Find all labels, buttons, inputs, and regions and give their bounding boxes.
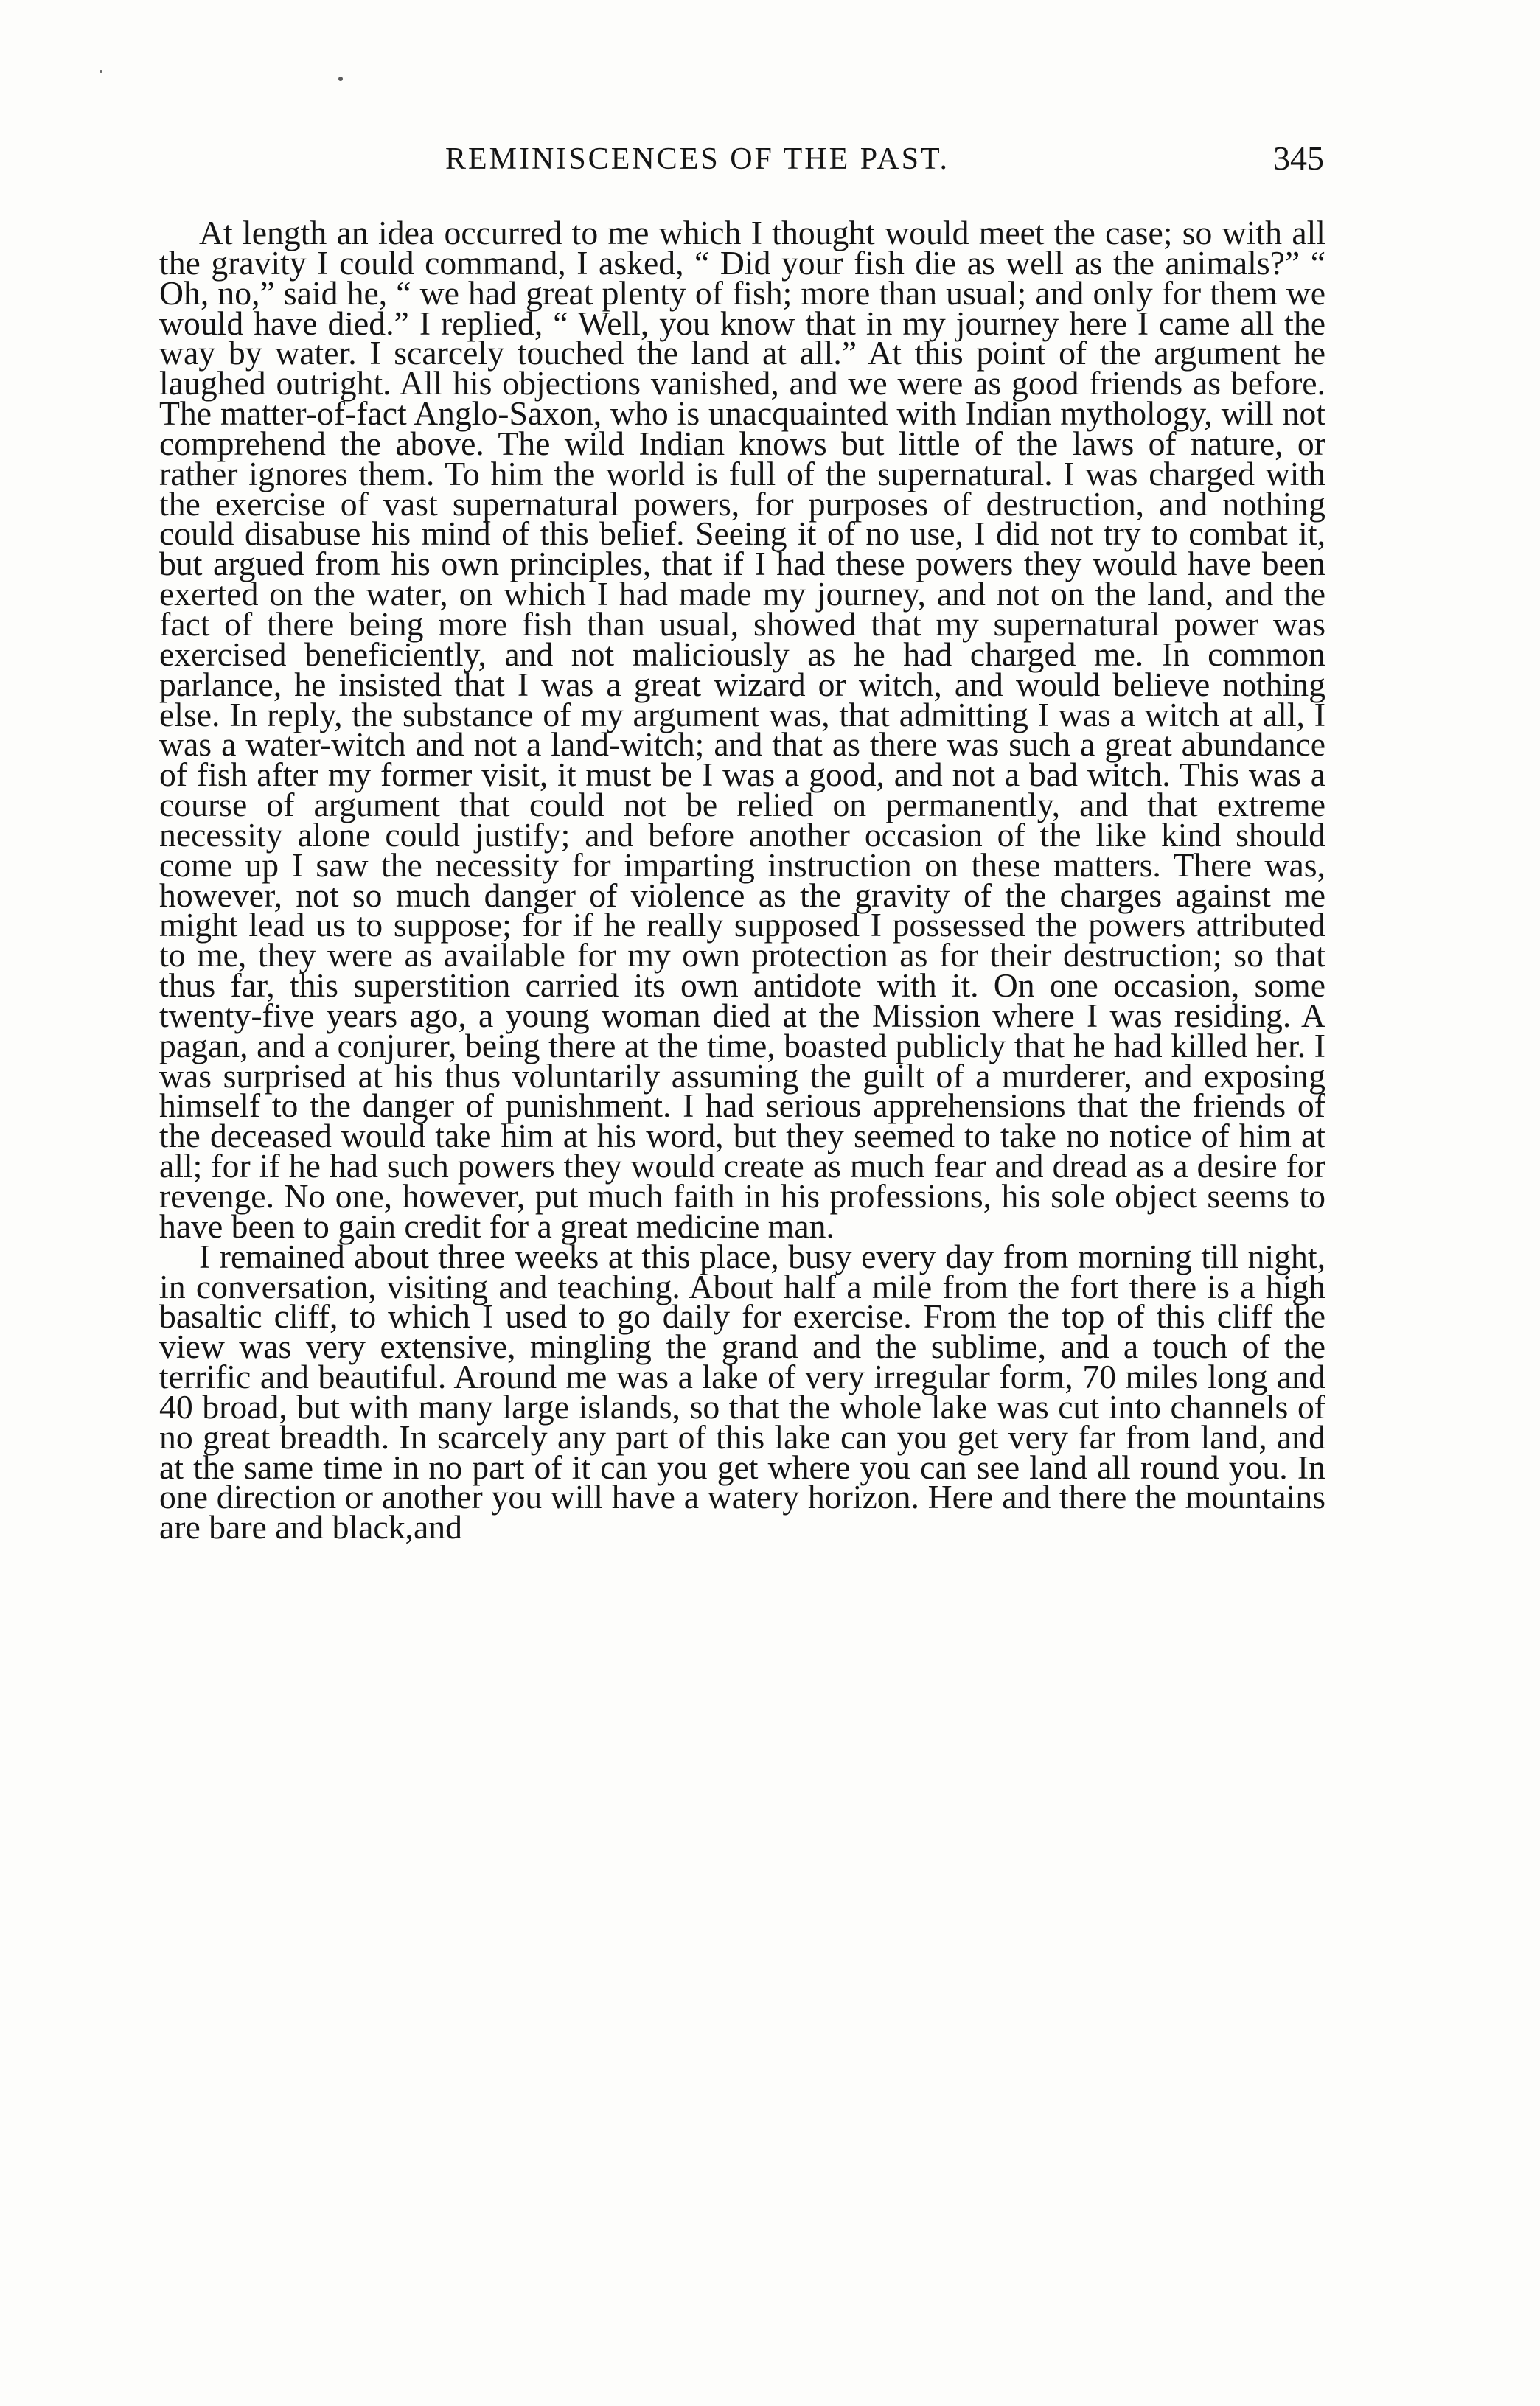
running-title: REMINISCENCES OF THE PAST. (445, 142, 950, 176)
paragraph: At length an idea occurred to me which I thought would meet the case; so with all the gravity I could command, I asked, “ Did your fish die as well as the animals?” “ Oh, no,” said he, “ we had great plenty of fish; more than usual; and only for them we would have died.” I replied, “ Well, you know that in my journey here I came all the way by water. I scarcely touched the land at all.” At this point of the argument he laughed outright. All his objections vanished, and we were as good friends as before. The matter-of-fact Anglo-Saxon, who is unacquainted with Indian mythology, will not comprehend the above. The wild Indian knows but little of the laws of nature, or rather ignores them. To him the world is full of the supernatural. I was charged with the exercise of vast supernatural powers, for purposes of destruction, and nothing could disabuse his mind of this belief. Seeing it of no use, I did not try to combat it, but argued from his own principles, that if I had these powers they would have been exerted on the water, on which I had made my journey, and not on the land, and the fact of there being more fish than usual, showed that my supernatural power was exercised beneficiently, and not maliciously as he had charged me. In common parlance, he insisted that I was a great wizard or witch, and would believe nothing else. In reply, the substance of my argument was, that admitting I was a witch at all, I was a water-witch and not a land-witch; and that as there was such a great abundance of fish after my former visit, it must be I was a good, and not a bad witch. This was a course of argument that could not be relied on permanently, and that extreme necessity alone could justify; and before another occasion of the like kind should come up I saw the necessity for imparting instruction on these matters. There was, however, not so much danger of violence as the gravity of the charges against me might lead us to suppose; for if he really supposed I possessed the powers attributed to me, they were as available for my own protection as for their destruction; so that thus far, this superstition carried its own antidote with it. On one occasion, some twenty-five years ago, a young woman died at the Mission where I was residing. A pagan, and a conjurer, being there at the time, boasted publicly that he had killed her. I was surprised at his thus voluntarily assuming the guilt of a murderer, and exposing himself to the danger of punishment. I had serious apprehensions that the friends of the deceased would take him at his word, but they seemed to take no notice of him at all; for if he had such powers they would create as much fear and dread as a desire for revenge. No one, however, put much faith in his professions, his sole object seems to have been to gain credit for a great medicine man. (159, 214, 1325, 1245)
page-header (159, 139, 1325, 190)
body-text (159, 214, 1325, 1547)
paragraph: I remained about three weeks at this place, busy every day from morning till night, in conversation, visiting and teaching. About half a mile from the fort there is a high basaltic cliff, to which I used to go daily for exercise. From the top of this cliff the view was very extensive, mingling the grand and the sublime, and a touch of the terrific and beautiful. Around me was a lake of very irregular form, 70 miles long and 40 broad, but with many large islands, so that the whole lake was cut into channels of no great breadth. In scarcely any part of this lake can you get very far from land, and at the same time in no part of it can you get where you can see land all round you. In one direction or another you will have a watery horizon. Here and there the mountains are bare and black,and (159, 1237, 1325, 1547)
page-number: 345 (1273, 139, 1324, 177)
